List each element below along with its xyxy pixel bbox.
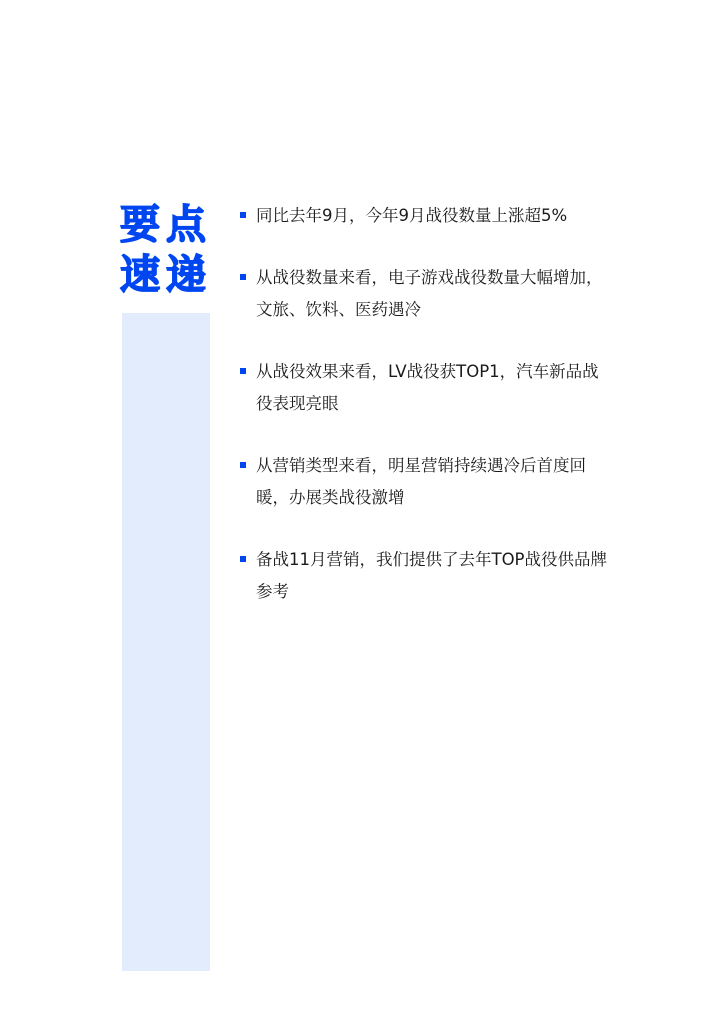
square-bullet-icon: [240, 368, 246, 374]
square-bullet-icon: [240, 462, 246, 468]
key-point-text: 从营销类型来看，明星营销持续遇冷后首度回暖，办展类战役激增: [256, 456, 586, 507]
key-point-item: [240, 262, 612, 326]
side-panel: [122, 313, 210, 971]
section-title-line-2: 速递: [120, 252, 212, 298]
key-points-list: [240, 200, 612, 638]
key-point-item: [240, 200, 612, 232]
key-point-text: 同比去年9月，今年9月战役数量上涨超5%: [256, 206, 568, 225]
key-point-item: [240, 450, 612, 514]
square-bullet-icon: [240, 274, 246, 280]
key-point-text: 备战11月营销，我们提供了去年TOP战役供品牌参考: [256, 550, 608, 601]
section-title: [120, 200, 215, 300]
square-bullet-icon: [240, 212, 246, 218]
square-bullet-icon: [240, 556, 246, 562]
key-point-item: [240, 544, 612, 608]
section-title-line-1: 要点: [120, 202, 212, 248]
key-point-item: [240, 356, 612, 420]
key-point-text: 从战役数量来看，电子游戏战役数量大幅增加，文旅、饮料、医药遇冷: [256, 268, 603, 319]
key-point-text: 从战役效果来看，LV战役获TOP1，汽车新品战役表现亮眼: [256, 362, 599, 413]
